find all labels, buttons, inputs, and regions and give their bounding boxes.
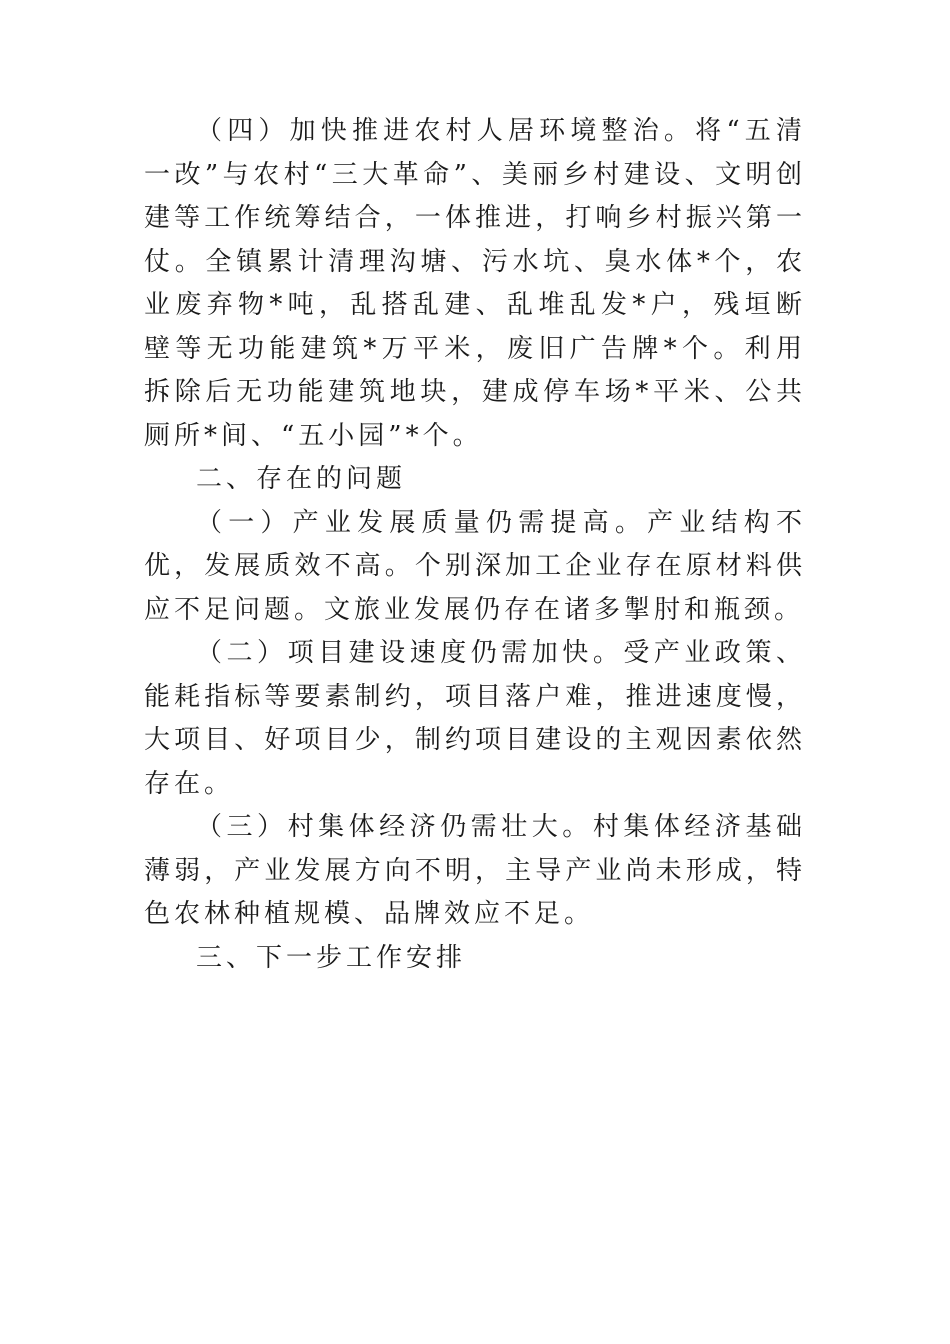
paragraph-industry-quality: （一）产业发展质量仍需提高。产业结构不优，发展质效不高。个别深加工企业存在原材料供应不足问题。文旅业发展仍存在诸多掣肘和瓶颈。 [144, 507, 806, 625]
section-heading-existing-problems: 二、存在的问题 [196, 464, 407, 494]
document-body [144, 110, 806, 980]
section-heading-next-steps: 三、下一步工作安排 [196, 942, 467, 973]
paragraph-village-economy: （三）村集体经济仍需壮大。村集体经济基础薄弱，产业发展方向不明，主导产业尚未形成，特色农林种植规模、品牌效应不足。 [144, 812, 806, 929]
paragraph-project-speed: （二）项目建设速度仍需加快。受产业政策、能耗指标等要素制约，项目落户难，推进速度慢，大项目、好项目少，制约项目建设的主观因素依然存在。 [144, 638, 806, 799]
paragraph-environment-rectification: （四）加快推进农村人居环境整治。将“五清一改”与农村“三大革命”、美丽乡村建设、文明创建等工作统筹结合，一体推进，打响乡村振兴第一仗。全镇累计清理沟塘、污水坑、臭水体*个，农业废弃物*吨，乱搭乱建、乱堆乱发*户，残垣断壁等无功能建筑*万平米，废旧广告牌*个。利用拆除后无功能建筑地块，建成停车场*平米、公共厕所*间、“五小园”*个。 [144, 116, 806, 451]
